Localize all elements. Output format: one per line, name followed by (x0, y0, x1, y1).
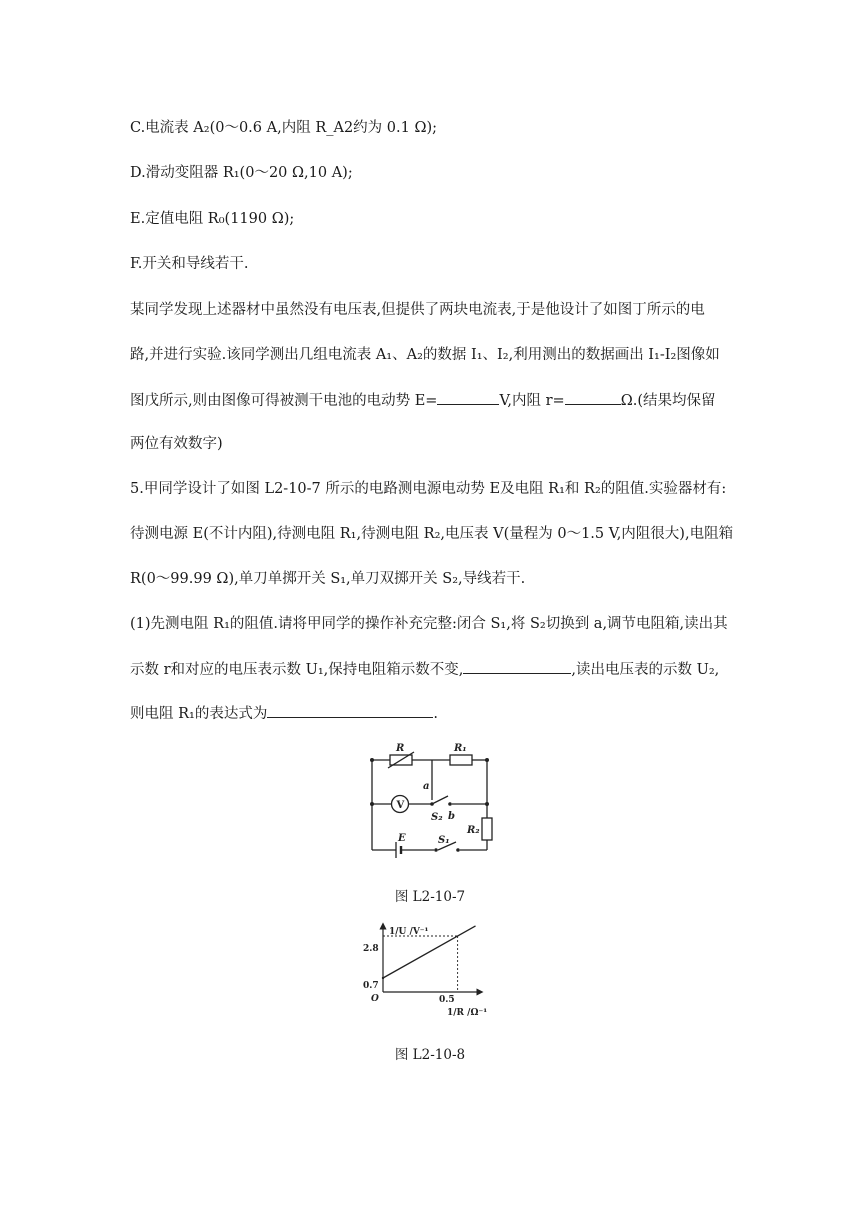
q4-line3-part1: 图戊所示,则由图像可得被测干电池的电动势 E= (130, 393, 438, 409)
q4-line3-part2: V,内阻 r= (499, 393, 565, 409)
item-d: D.滑动变阻器 R₁(0～20 Ω,10 A); (130, 165, 353, 181)
y-tick-label-high: 2.8 (363, 944, 379, 954)
switch-s2-blade (432, 796, 448, 804)
origin-label: O (371, 994, 379, 1004)
item-f: F.开关和导线若干. (130, 256, 249, 272)
operation-answer-blank[interactable] (463, 659, 571, 674)
q4-line3 (130, 390, 716, 411)
y-tick-label-low: 0.7 (363, 981, 379, 991)
x-axis-label: 1/R /Ω⁻¹ (447, 1008, 488, 1018)
r2-resistor-symbol (482, 818, 492, 840)
x-tick-label: 0.5 (439, 995, 455, 1005)
q5-part1-line2 (130, 659, 719, 680)
label-r2: R₂ (467, 825, 480, 836)
item-c: C.电流表 A₂(0～0.6 A,内阻 R_A2约为 0.1 Ω); (130, 120, 438, 136)
fig8-caption: 图 L2-10-8 (394, 1047, 466, 1063)
circuit-diagram (360, 738, 510, 863)
label-e: E (398, 833, 406, 844)
q5-line1: 5.甲同学设计了如图 L2-10-7 所示的电路测电源电动势 E及电阻 R₁和 R₂的阻值.实验器材有: (130, 481, 727, 497)
label-a: a (423, 781, 430, 792)
fig7-caption: 图 L2-10-7 (394, 889, 466, 905)
item-e: E.定值电阻 R₀(1190 Ω); (130, 211, 295, 227)
voltmeter-label: V (396, 800, 405, 811)
resistance-answer-blank[interactable] (565, 390, 621, 405)
y-axis-label: 1/U /V⁻¹ (389, 927, 429, 937)
label-r1: R₁ (454, 743, 467, 754)
r1-expression-blank[interactable] (267, 703, 433, 718)
r1-resistor-symbol (450, 755, 472, 765)
q5-part1-line3-a: 则电阻 R₁的表达式为 (130, 706, 268, 722)
label-b: b (448, 811, 455, 822)
q4-line4: 两位有效数字) (130, 436, 223, 452)
label-s2: S₂ (431, 812, 443, 823)
emf-answer-blank[interactable] (437, 390, 499, 405)
q5-line3: R(0～99.99 Ω),单刀单掷开关 S₁,单刀双掷开关 S₂,导线若干. (130, 571, 526, 587)
q4-line3-part3: Ω.(结果均保留 (620, 393, 716, 409)
label-s1: S₁ (438, 835, 450, 846)
q5-part1-line3-b: . (433, 706, 438, 722)
q5-part1-line1: (1)先测电阻 R₁的阻值.请将甲同学的操作补充完整:闭合 S₁,将 S₂切换到 a,调节电阻箱,读出其 (130, 616, 728, 632)
q4-line1: 某同学发现上述器材中虽然没有电压表,但提供了两块电流表,于是他设计了如图丁所示的电 (130, 302, 705, 318)
q4-line2: 路,并进行实验.该同学测出几组电流表 A₁、A₂的数据 I₁、I₂,利用测出的数据画出 I₁-I₂图像如 (130, 347, 720, 363)
graph-figure (355, 920, 505, 1025)
q5-part1-line2-a: 示数 r和对应的电压表示数 U₁,保持电阻箱示数不变, (130, 662, 464, 678)
q5-part1-line2-b: ,读出电压表的示数 U₂, (571, 662, 720, 678)
intercept-point (382, 977, 384, 979)
q5-line2: 待测电源 E(不计内阻),待测电阻 R₁,待测电阻 R₂,电压表 V(量程为 0～1.5 V,内阻很大),电阻箱 (130, 526, 734, 542)
q5-part1-line3 (130, 703, 438, 724)
label-r: R (396, 743, 405, 754)
